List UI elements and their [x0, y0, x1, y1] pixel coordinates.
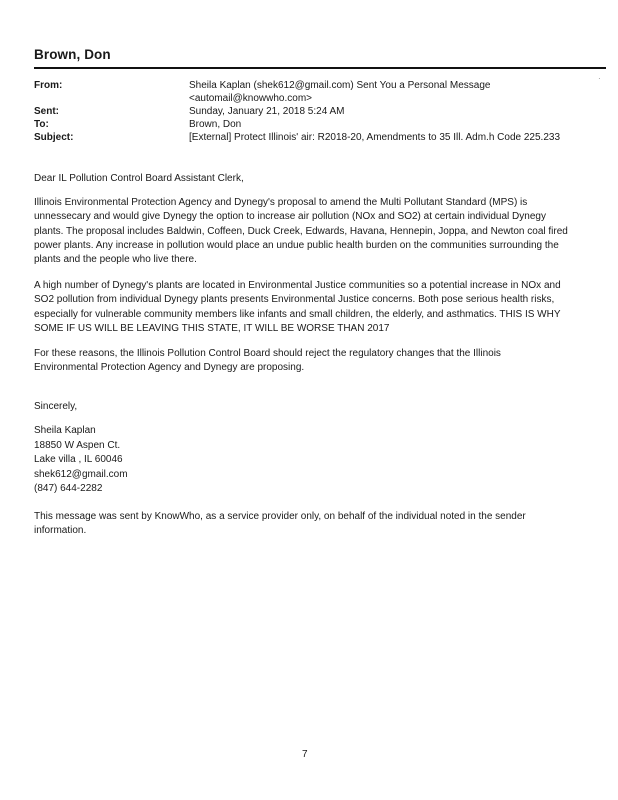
paragraph-line: For these reasons, the Illinois Pollution Control Board should reject the regulatory changes that the Illinois — [34, 348, 501, 359]
signature-city: Lake villa , IL 60046 — [34, 454, 123, 465]
paragraph-1 — [34, 196, 606, 267]
from-value-line: <automail@knowwho.com> — [189, 93, 312, 104]
paragraph-2 — [34, 279, 606, 336]
paragraph-line: unnessecary and would give Dynegy the option to increase air pollution (NOx and SO2) at certain individual Dynegy — [34, 211, 546, 223]
paragraph-line: SOME IF US WILL BE LEAVING THIS STATE, IT WILL BE WORSE THAN 2017 — [34, 322, 390, 334]
footer-note — [34, 510, 606, 539]
signature-block — [34, 424, 606, 497]
from-value — [189, 79, 609, 105]
heading-divider — [34, 67, 606, 69]
sent-value: Sunday, January 21, 2018 5:24 AM — [189, 106, 345, 117]
subject-label: Subject: — [34, 132, 74, 143]
paragraph-line: plants. The proposal includes Baldwin, Coffeen, Duck Creek, Edwards, Havana, Hennepin, Joppa, and Newton coal fired — [34, 225, 568, 237]
footer-note-line: This message was sent by KnowWho, as a service provider only, on behalf of the individual noted in the sender — [34, 511, 526, 522]
from-label: From: — [34, 80, 63, 91]
sent-label: Sent: — [34, 106, 59, 117]
closing — [34, 400, 606, 414]
to-value: Brown, Don — [189, 119, 242, 130]
scan-mark: · — [598, 74, 601, 83]
paragraph-line: power plants. Any increase in pollution would place an undue public health burden on the communities surrounding the — [34, 239, 559, 251]
from-value-line: Sheila Kaplan (shek612@gmail.com) Sent You a Personal Message — [189, 80, 491, 91]
signature-email: shek612@gmail.com — [34, 468, 128, 480]
paragraph-3 — [34, 347, 606, 376]
mailbox-owner-heading: Brown, Don — [34, 47, 111, 62]
signature-name: Sheila Kaplan — [34, 425, 96, 436]
footer-note-line: information. — [34, 525, 87, 537]
paragraph-line: Illinois Environmental Protection Agency and Dynegy's proposal to amend the Multi Pollutant Standard (MPS) is — [34, 197, 528, 208]
paragraph-line: plants and the people who live there. — [34, 254, 197, 266]
page-number: 7 — [302, 749, 308, 760]
paragraph-line: Environmental Protection Agency and Dynegy are proposing. — [34, 362, 305, 374]
subject-value: [External] Protect Illinois' air: R2018-20, Amendments to 35 Ill. Adm.h Code 225.233 — [189, 132, 561, 143]
signature-phone: (847) 644-2282 — [34, 483, 103, 494]
paragraph-line: SO2 pollution from individual Dynegy plants presents Environmental Justice concerns. Both pose serious health risks, — [34, 294, 555, 306]
to-label: To: — [34, 119, 49, 130]
closing-text: Sincerely, — [34, 401, 78, 412]
signature-street: 18850 W Aspen Ct. — [34, 439, 121, 451]
paragraph-line: especially for vulnerable community members like infants and small children, the elderly, and asthmatics. THIS IS WHY — [34, 308, 561, 320]
salutation-text: Dear IL Pollution Control Board Assistant Clerk, — [34, 173, 244, 184]
salutation — [34, 172, 606, 186]
paragraph-line: A high number of Dynegy's plants are located in Environmental Justice communities so a potential increase in NOx and — [34, 280, 561, 291]
